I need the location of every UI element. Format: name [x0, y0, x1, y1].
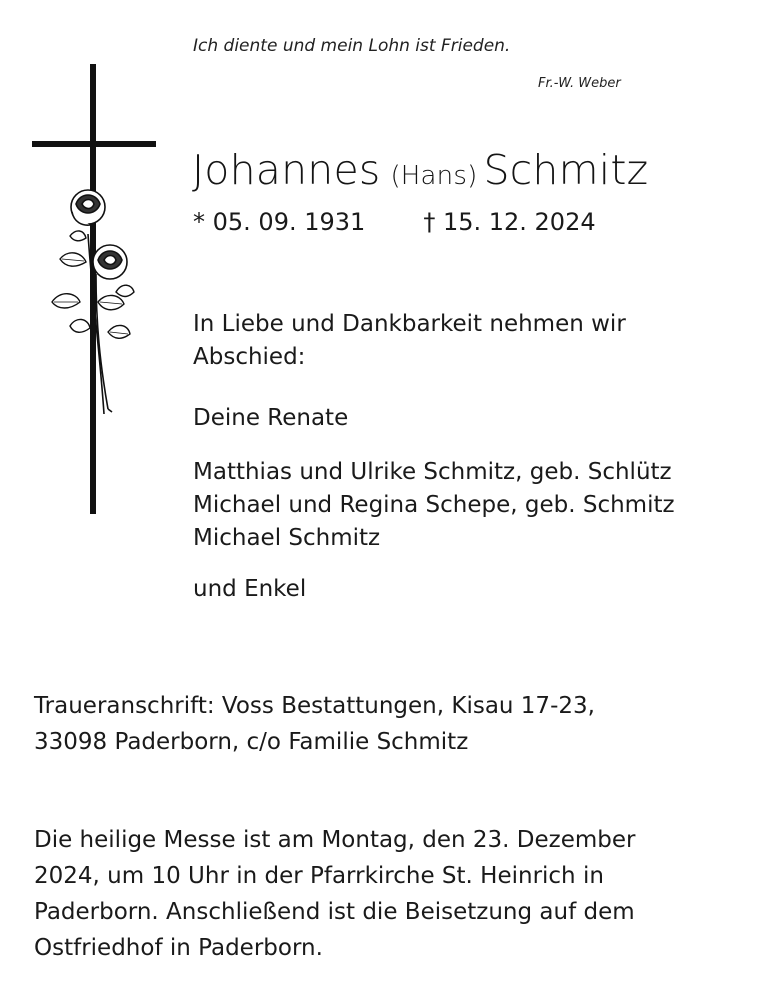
death-date: † 15. 12. 2024	[423, 208, 596, 236]
farewell-line: Abschied:	[193, 344, 306, 370]
nickname: (Hans)	[390, 161, 478, 191]
address-line: 33098 Paderborn, c/o Familie Schmitz	[34, 729, 469, 755]
children-list	[193, 456, 675, 555]
memorial-quote: Ich diente und mein Lohn ist Frieden.	[193, 36, 511, 56]
spouse-name: Deine Renate	[193, 405, 349, 431]
service-line: Ostfriedhof in Paderborn.	[34, 935, 323, 961]
child-entry: Matthias und Ulrike Schmitz, geb. Schlütz	[193, 459, 672, 485]
birth-date: * 05. 09. 1931	[193, 208, 366, 236]
first-name: Johannes	[192, 146, 381, 194]
child-entry: Michael und Regina Schepe, geb. Schmitz	[193, 492, 675, 518]
deceased-name	[192, 146, 648, 194]
grandchildren: und Enkel	[193, 576, 307, 602]
quote-author: Fr.-W. Weber	[538, 76, 621, 91]
life-dates	[193, 208, 596, 236]
service-line: 2024, um 10 Uhr in der Pfarrkirche St. Heinrich in	[34, 863, 604, 889]
farewell-text	[193, 308, 626, 374]
mourning-address	[34, 688, 595, 760]
cross-with-roses-icon	[30, 64, 160, 514]
last-name: Schmitz	[483, 146, 649, 194]
service-line: Paderborn. Anschließend ist die Beisetzung auf dem	[34, 899, 635, 925]
service-line: Die heilige Messe ist am Montag, den 23. Dezember	[34, 827, 636, 853]
service-info	[34, 822, 636, 966]
address-line: Traueranschrift: Voss Bestattungen, Kisau 17-23,	[34, 693, 595, 719]
farewell-line: In Liebe und Dankbarkeit nehmen wir	[193, 311, 626, 337]
child-entry: Michael Schmitz	[193, 525, 381, 551]
